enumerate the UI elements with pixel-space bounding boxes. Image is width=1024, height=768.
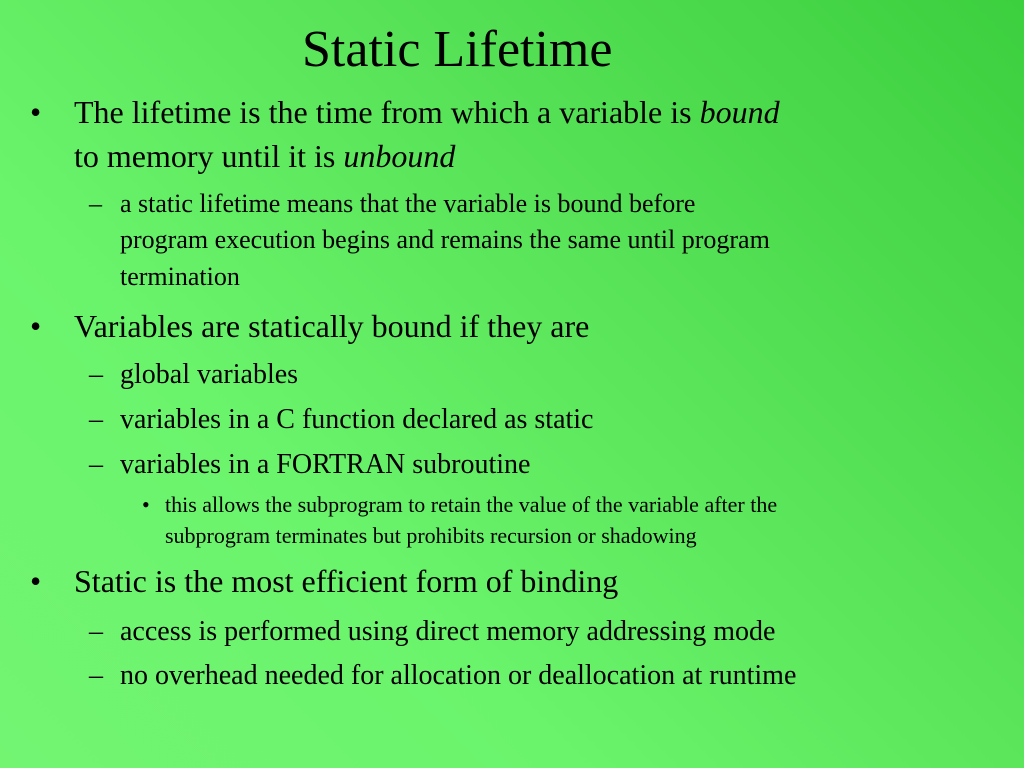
bullet-marker: • bbox=[30, 563, 42, 599]
bullet-3-text: Static is the most efficient form of binding bbox=[74, 563, 619, 599]
dash-marker: – bbox=[89, 616, 103, 647]
bullet-2-subsub-line-1: this allows the subprogram to retain the value of the variable after the bbox=[165, 492, 778, 517]
bullet-1-text: The lifetime is the time from which a variable is bbox=[74, 94, 700, 130]
bullet-1-sub-line-2: program execution begins and remains the same until program bbox=[120, 225, 770, 254]
bullet-2-subsub-line-2: subprogram terminates but prohibits recursion or shadowing bbox=[165, 523, 697, 548]
dash-marker: – bbox=[89, 189, 102, 218]
bullet-1-emphasis-bound: bound bbox=[699, 94, 780, 130]
bullet-1-line-1 bbox=[74, 93, 780, 131]
bullet-marker: • bbox=[30, 308, 42, 344]
bullet-1-emphasis-unbound: unbound bbox=[343, 138, 456, 174]
dash-marker: – bbox=[89, 660, 103, 691]
bullet-3-sub-2: no overhead needed for allocation or deallocation at runtime bbox=[120, 660, 797, 691]
sub-bullet-marker: • bbox=[142, 492, 150, 517]
dash-marker: – bbox=[89, 404, 103, 435]
slide-title: Static Lifetime bbox=[302, 21, 613, 78]
dash-marker: – bbox=[89, 449, 103, 480]
bullet-1-sub-line-3: termination bbox=[120, 262, 240, 291]
bullet-3-sub-1: access is performed using direct memory addressing mode bbox=[120, 616, 776, 647]
bullet-2-text: Variables are statically bound if they are bbox=[74, 308, 590, 344]
bullet-2-sub-3: variables in a FORTRAN subroutine bbox=[120, 449, 531, 480]
bullet-marker: • bbox=[30, 94, 42, 130]
dash-marker: – bbox=[89, 359, 103, 390]
bullet-1-line-2 bbox=[74, 137, 455, 175]
bullet-1-text-2: to memory until it is bbox=[74, 138, 344, 174]
bullet-2-sub-2: variables in a C function declared as static bbox=[120, 404, 594, 435]
bullet-2-sub-1: global variables bbox=[120, 359, 299, 390]
bullet-1-sub-line-1: a static lifetime means that the variable is bound before bbox=[120, 189, 696, 218]
